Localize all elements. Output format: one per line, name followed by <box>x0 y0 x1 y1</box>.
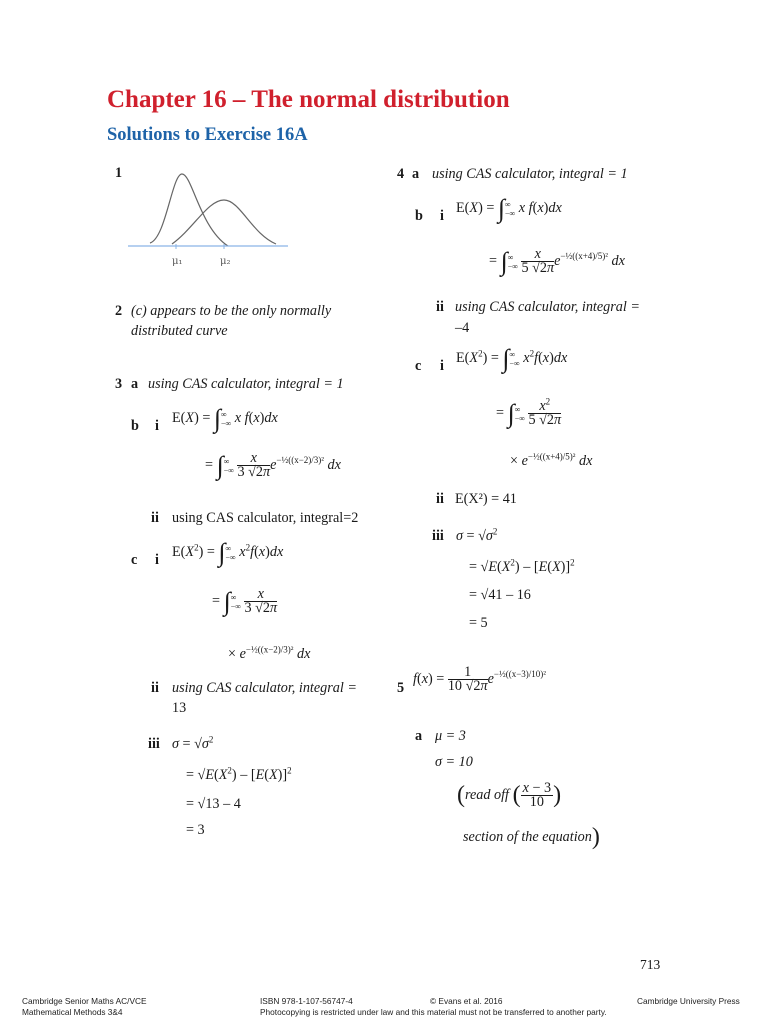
read-off-note: (read off ( $\frac{x - 3}{10}$ ) <box>457 780 562 810</box>
footer-title: Mathematical Methods 3&4 <box>22 1007 123 1017</box>
answer-text: (c) appears to be the only normally <box>131 303 332 319</box>
mu2-label: μ₂ <box>220 256 231 267</box>
subpart-label: i <box>440 208 444 224</box>
math-step: = 3 <box>186 822 205 838</box>
math-sigma: $\sigma = √\sigma^2$ <box>456 526 498 544</box>
part-label: c <box>415 358 422 374</box>
subpart-label: iii <box>148 736 160 752</box>
math-integral: = ∫ ∞ −∞ $\frac{x}{3 √2\pi}$ $e^{-\frac{1}{2}((x-2)/3)^2}$ dx <box>205 450 341 480</box>
math-sigma: σ = 10 <box>435 754 473 770</box>
part-label: a <box>415 728 423 744</box>
math-expectation: E(X) = ∫ ∞ −∞ x f(x)dx <box>456 194 562 223</box>
normal-curve-2 <box>172 200 276 244</box>
subpart-label: i <box>440 358 444 374</box>
subpart-label: i <box>155 418 159 434</box>
subpart-label: i <box>155 552 159 568</box>
subpart-label: iii <box>432 528 444 544</box>
page-number: 713 <box>640 957 661 972</box>
read-off-note-continued: section of the equation) <box>463 824 600 850</box>
math-mu: μ = 3 <box>435 728 466 744</box>
math-variance: = $√E(X^2) - [E(X)]^2$ <box>469 557 575 575</box>
chapter-title: Chapter 16 – The normal distribution <box>107 86 510 113</box>
math-exponential: × $e^{-\frac{1}{2}((x+4)/5)^2}$ dx <box>510 451 593 469</box>
subpart-label: ii <box>436 491 444 507</box>
footer-publisher: Cambridge University Press <box>637 996 740 1006</box>
part-label: a <box>131 376 139 392</box>
math-exponential: × $e^{-\frac{1}{2}((x-2)/3)^2}$ dx <box>228 644 311 662</box>
question-number: 2 <box>115 303 123 319</box>
subpart-label: ii <box>151 680 159 696</box>
question-number: 5 <box>397 680 405 696</box>
answer-text: distributed curve <box>131 323 228 339</box>
answer-text: read off <box>465 786 510 803</box>
math-pdf: f(x) = $\frac{1}{10 √2\pi}$ $e^{-\frac{1}{2}((x-3)/10)^2}$ <box>413 664 546 694</box>
part-label: b <box>131 418 139 434</box>
math-variance: = $√E(X^2) - [E(X)]^2$ <box>186 765 292 783</box>
footer-notice: Photocopying is restricted under law and this material must not be transferred to another party. <box>260 1007 607 1017</box>
math-step: = √13 – 4 <box>186 796 241 812</box>
math-integral: = ∫ ∞ −∞ $\frac{x^2}{5 √2\pi}$ <box>496 396 562 428</box>
answer-text: using CAS calculator, integral = 1 <box>148 376 344 392</box>
subpart-label: ii <box>436 299 444 315</box>
question-number: 4 <box>397 166 405 182</box>
normal-curves-figure <box>128 168 290 272</box>
answer-text: using CAS calculator, integral=2 <box>172 510 359 526</box>
math-expectation: $E(X^2)$ = ∫ ∞ −∞ $x^2f(x)dx$ <box>456 344 568 373</box>
section-title: Solutions to Exercise 16A <box>107 125 308 145</box>
answer-text: 13 <box>172 700 187 716</box>
math-expectation: $E(X^2)$ = ∫ ∞ −∞ $x^2f(x)dx$ <box>172 538 284 567</box>
math-integral: = ∫ ∞ −∞ $\frac{x}{3 √2\pi}$ <box>212 586 278 616</box>
answer-text: using CAS calculator, integral = 1 <box>432 166 628 182</box>
answer-text: using CAS calculator, integral = <box>455 299 640 315</box>
math-step: = 5 <box>469 615 488 631</box>
footer-copyright: © Evans et al. 2016 <box>430 996 503 1006</box>
normal-curve-1 <box>150 174 228 246</box>
mu1-label: μ₁ <box>172 256 183 267</box>
answer-text: –4 <box>455 320 470 336</box>
answer-text: E(X²) = 41 <box>455 491 517 507</box>
question-number: 3 <box>115 376 123 392</box>
answer-text: section of the equation <box>463 829 592 845</box>
footer-isbn: ISBN 978-1-107-56747-4 <box>260 996 353 1006</box>
subpart-label: ii <box>151 510 159 526</box>
math-expectation: E(X) = ∫ ∞ −∞ x f(x)dx <box>172 404 278 433</box>
math-step: = √41 – 16 <box>469 587 531 603</box>
part-label: b <box>415 208 423 224</box>
part-label: a <box>412 166 420 182</box>
answer-text: using CAS calculator, integral = <box>172 680 357 696</box>
footer-series: Cambridge Senior Maths AC/VCE <box>22 996 147 1006</box>
math-integral: = ∫ ∞ −∞ $\frac{x}{5 √2\pi}$ $e^{-\frac{1}{2}((x+4)/5)^2}$ dx <box>489 246 625 276</box>
part-label: c <box>131 552 138 568</box>
math-sigma: $\sigma = √\sigma^2$ <box>172 734 214 752</box>
question-number: 1 <box>115 165 123 181</box>
